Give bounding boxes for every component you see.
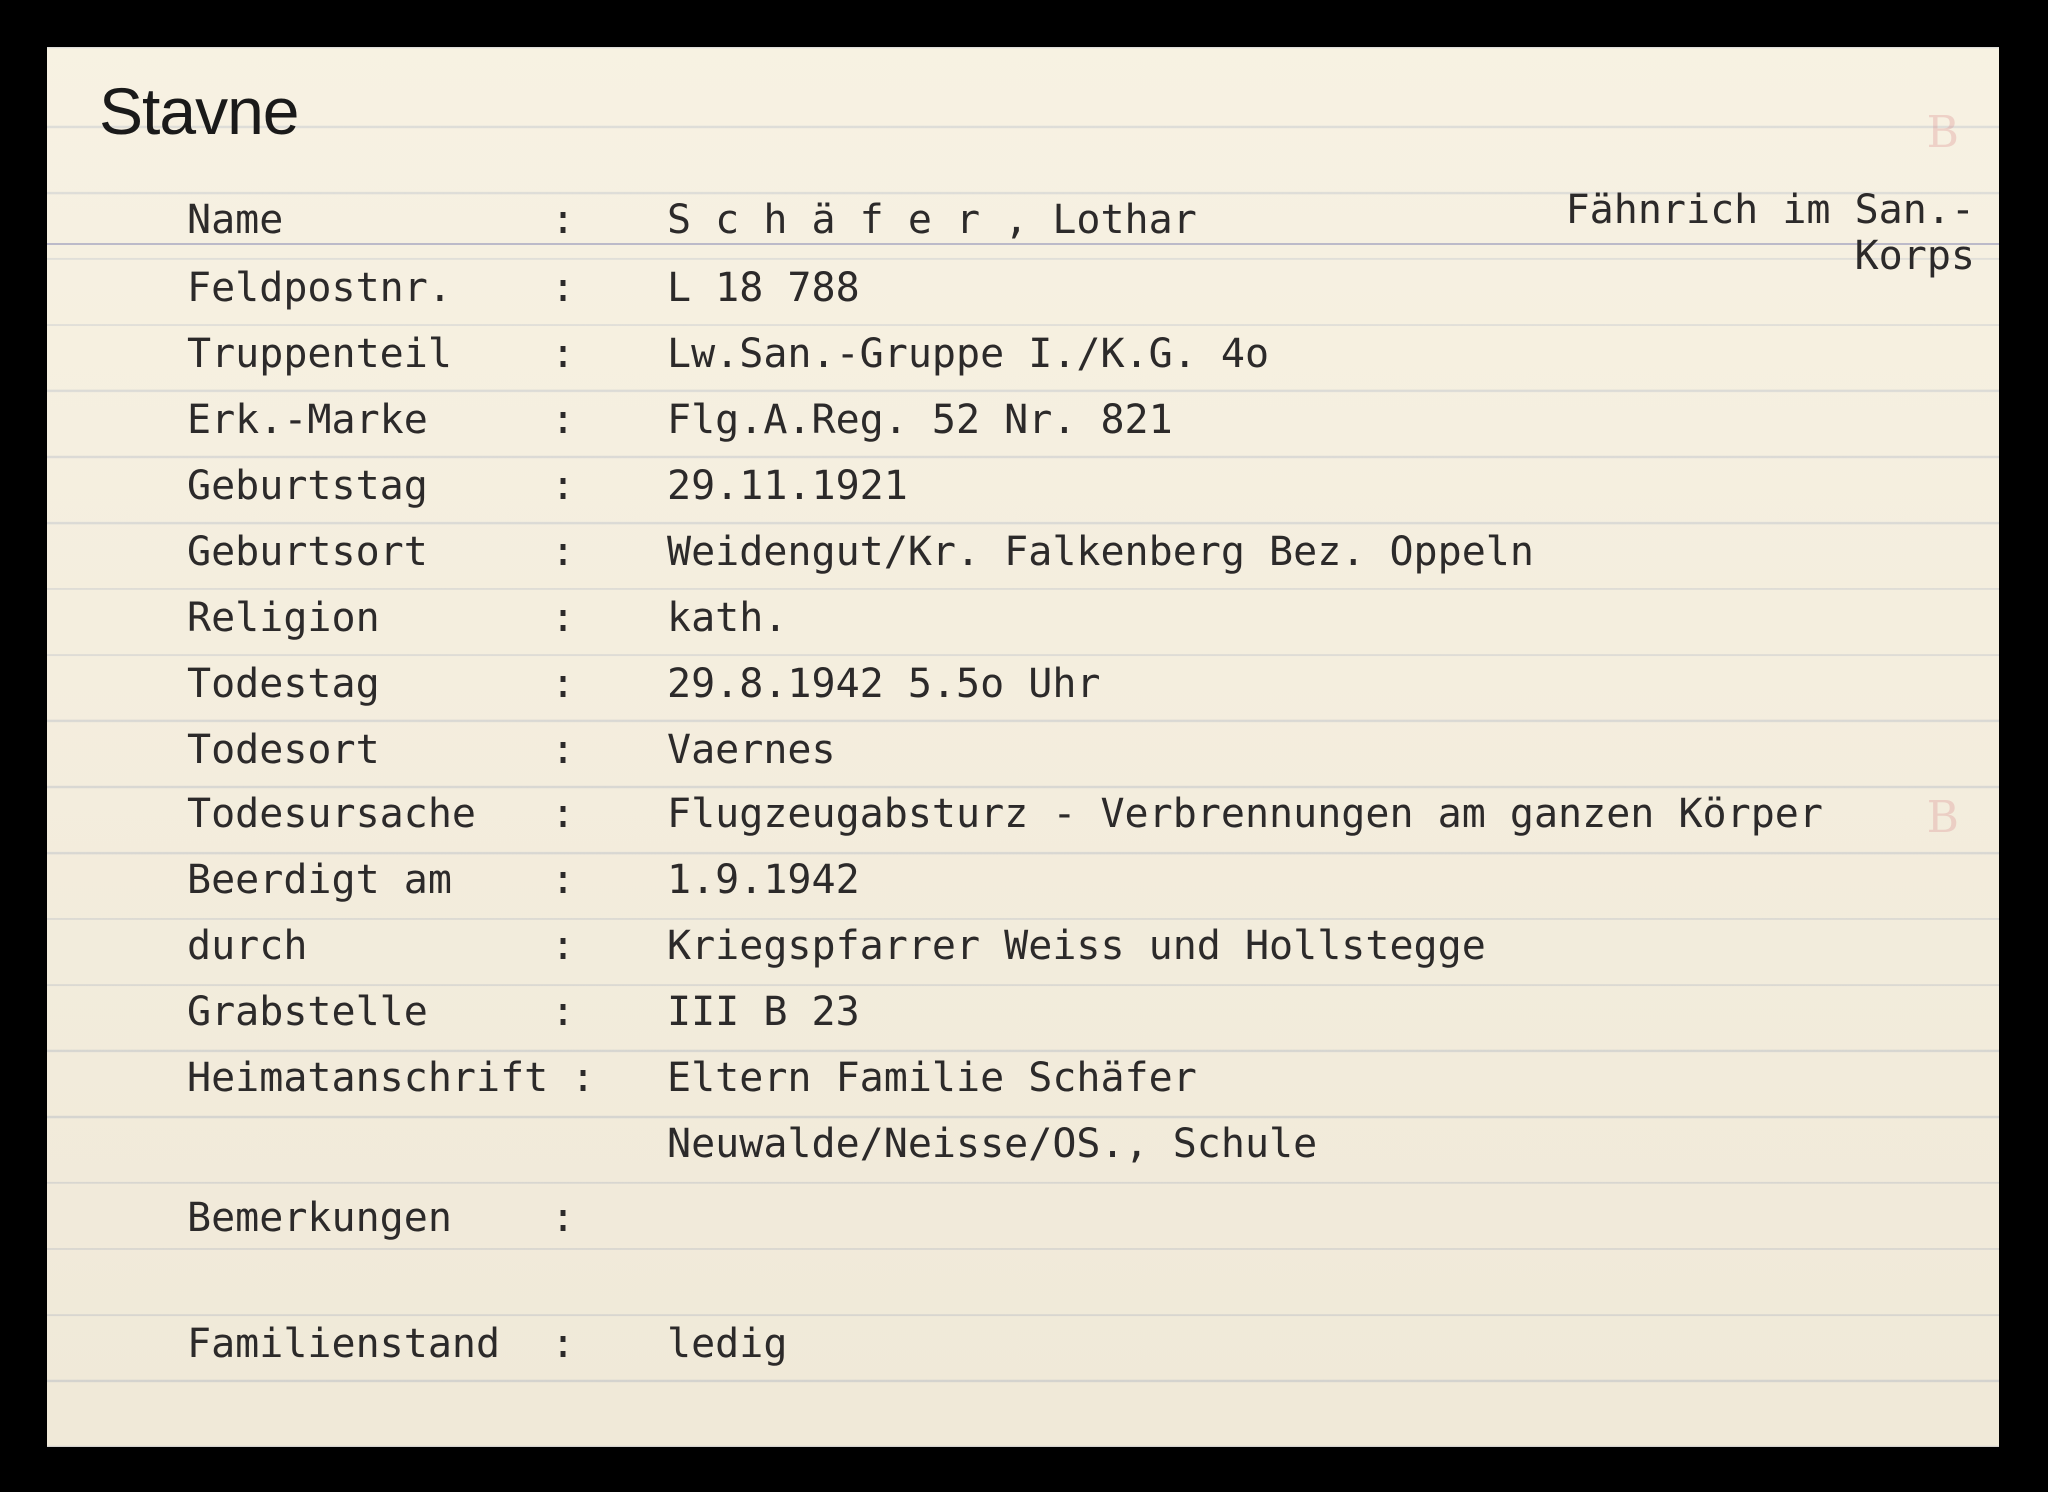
field-value: Lw.San.-Gruppe I./K.G. 4o bbox=[667, 331, 1270, 377]
field-label: Todestag bbox=[187, 661, 380, 707]
field-colon: : bbox=[551, 265, 576, 311]
field-row-address-continued bbox=[47, 1119, 1999, 1169]
card-header: Stavne bbox=[99, 74, 299, 148]
field-colon: : bbox=[551, 661, 576, 707]
field-label: Geburtstag bbox=[187, 463, 428, 509]
field-value: ledig bbox=[667, 1321, 788, 1367]
field-colon: : bbox=[551, 595, 576, 641]
field-colon: : bbox=[551, 1321, 576, 1367]
field-label: Beerdigt am bbox=[187, 857, 452, 903]
field-label: Feldpostnr. bbox=[187, 265, 452, 311]
field-value: L 18 788 bbox=[667, 265, 860, 311]
field-colon: : bbox=[551, 791, 576, 837]
field-row-heimatanschrift bbox=[47, 1053, 1999, 1103]
field-value: Vaernes bbox=[667, 727, 836, 773]
field-value: Neuwalde/Neisse/OS., Schule bbox=[667, 1121, 1318, 1167]
field-colon: : bbox=[551, 463, 576, 509]
faint-stamp-mark: B bbox=[1926, 107, 1959, 158]
field-colon: : bbox=[551, 397, 576, 443]
field-label: Religion bbox=[187, 595, 380, 641]
field-value: Weidengut/Kr. Falkenberg Bez. Oppeln bbox=[667, 529, 1534, 575]
field-row-erk-marke bbox=[47, 395, 1999, 445]
field-value: 29.8.1942 5.5o Uhr bbox=[667, 661, 1101, 707]
index-card bbox=[47, 47, 1999, 1447]
field-value: Kriegspfarrer Weiss und Hollstegge bbox=[667, 923, 1486, 969]
field-value: 29.11.1921 bbox=[667, 463, 908, 509]
field-colon: : bbox=[551, 989, 576, 1035]
field-value: Flg.A.Reg. 52 Nr. 821 bbox=[667, 397, 1173, 443]
faint-stamp-mark: B bbox=[1926, 792, 1959, 843]
field-value: Eltern Familie Schäfer bbox=[667, 1055, 1197, 1101]
field-value: III B 23 bbox=[667, 989, 860, 1035]
field-colon: : bbox=[551, 857, 576, 903]
field-colon: : bbox=[551, 923, 576, 969]
field-label: Heimatanschrift bbox=[187, 1055, 549, 1101]
field-row-geburtstag bbox=[47, 461, 1999, 511]
field-row-feldpostnr bbox=[47, 263, 1999, 313]
field-colon: : bbox=[551, 727, 576, 773]
field-row-familienstand bbox=[47, 1319, 1999, 1369]
field-label: Grabstelle bbox=[187, 989, 428, 1035]
field-label: Truppenteil bbox=[187, 331, 452, 377]
field-row-bemerkungen bbox=[47, 1193, 1999, 1243]
field-row-todesort bbox=[47, 725, 1999, 775]
field-label: Erk.-Marke bbox=[187, 397, 428, 443]
field-row-truppenteil bbox=[47, 329, 1999, 379]
field-label: Bemerkungen bbox=[187, 1195, 452, 1241]
field-label: durch bbox=[187, 923, 308, 969]
rank-line-2: Korps bbox=[1854, 233, 1975, 279]
field-colon: : bbox=[551, 1195, 576, 1241]
field-row-grabstelle bbox=[47, 987, 1999, 1037]
field-row-geburtsort bbox=[47, 527, 1999, 577]
field-row-name bbox=[47, 195, 1999, 245]
field-label: Geburtsort bbox=[187, 529, 428, 575]
field-value: 1.9.1942 bbox=[667, 857, 860, 903]
field-row-todestag bbox=[47, 659, 1999, 709]
field-label: Todesursache bbox=[187, 791, 476, 837]
field-colon: : bbox=[551, 197, 576, 243]
field-value: S c h ä f e r , Lothar bbox=[667, 197, 1197, 243]
field-row-beerdigt-am bbox=[47, 855, 1999, 905]
field-row-religion bbox=[47, 593, 1999, 643]
field-label: Familienstand bbox=[187, 1321, 501, 1367]
rank-line-1: Fähnrich im San.- bbox=[1565, 187, 1975, 233]
field-row-todesursache bbox=[47, 789, 1999, 839]
field-label: Todesort bbox=[187, 727, 380, 773]
field-row-durch bbox=[47, 921, 1999, 971]
field-value: Flugzeugabsturz - Verbrennungen am ganzen Körper bbox=[667, 791, 1823, 837]
field-colon: : bbox=[551, 331, 576, 377]
field-value: kath. bbox=[667, 595, 788, 641]
field-colon: : bbox=[551, 529, 576, 575]
field-colon: : bbox=[571, 1055, 596, 1101]
field-label: Name bbox=[187, 197, 284, 243]
